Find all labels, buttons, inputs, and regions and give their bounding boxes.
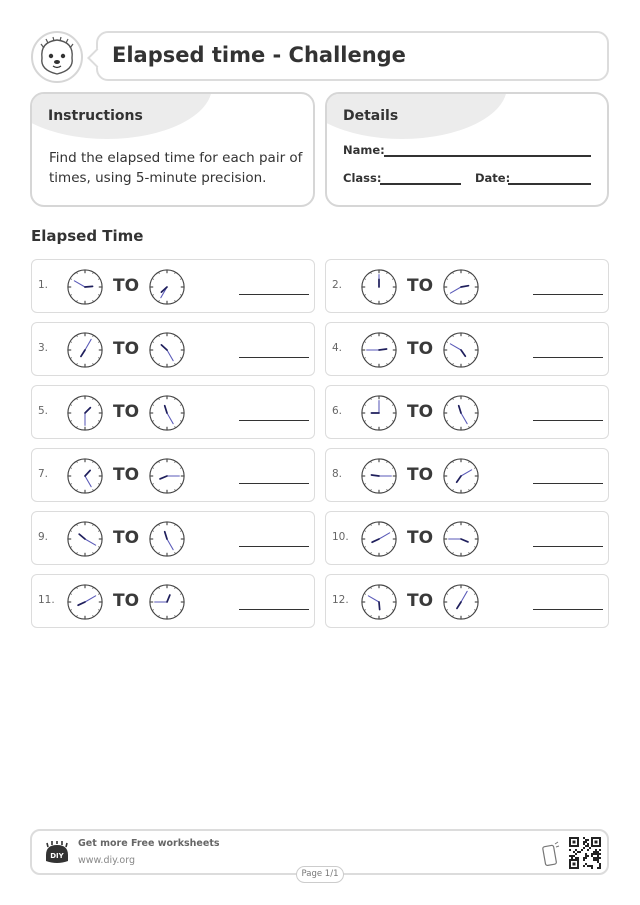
problem-card bbox=[31, 385, 315, 439]
qr-module bbox=[585, 845, 587, 847]
name-field[interactable] bbox=[384, 155, 591, 157]
clock-face-icon bbox=[360, 268, 398, 306]
answer-field[interactable] bbox=[239, 420, 309, 421]
qr-module bbox=[577, 857, 579, 859]
qr-module bbox=[595, 853, 597, 855]
qr-module bbox=[571, 855, 573, 857]
qr-module bbox=[587, 845, 589, 847]
to-label: TO bbox=[407, 591, 434, 611]
problem-number: 6. bbox=[332, 405, 343, 417]
qr-module bbox=[583, 843, 585, 845]
clock-face-icon bbox=[148, 268, 186, 306]
qr-module bbox=[583, 857, 585, 859]
qr-module bbox=[585, 841, 587, 843]
problem-number: 12. bbox=[332, 594, 349, 606]
clock-face-icon bbox=[442, 394, 480, 432]
clock-face-icon bbox=[66, 331, 104, 369]
qr-module bbox=[591, 867, 593, 869]
qr-module bbox=[583, 847, 585, 849]
qr-module bbox=[587, 865, 589, 867]
answer-field[interactable] bbox=[533, 546, 603, 547]
problem-card bbox=[31, 574, 315, 628]
problem-card bbox=[31, 322, 315, 376]
clock-face-icon bbox=[66, 394, 104, 432]
instructions-panel bbox=[30, 92, 315, 207]
to-label: TO bbox=[113, 276, 140, 296]
qr-module bbox=[599, 865, 601, 867]
qr-module bbox=[593, 857, 595, 859]
clock-face-icon bbox=[66, 583, 104, 621]
problem-number: 8. bbox=[332, 468, 343, 480]
qr-module bbox=[587, 855, 589, 857]
qr-module bbox=[569, 855, 571, 857]
qr-module bbox=[597, 851, 599, 853]
clock-face-icon bbox=[66, 268, 104, 306]
clock-face-icon bbox=[442, 331, 480, 369]
answer-field[interactable] bbox=[533, 357, 603, 358]
qr-module bbox=[573, 851, 575, 853]
qr-module bbox=[575, 849, 577, 851]
to-label: TO bbox=[407, 528, 434, 548]
diy-logo-icon bbox=[44, 841, 70, 865]
clock-face-icon bbox=[66, 457, 104, 495]
qr-module bbox=[599, 863, 601, 865]
clock-face-icon bbox=[442, 520, 480, 558]
details-panel bbox=[325, 92, 609, 207]
answer-field[interactable] bbox=[239, 546, 309, 547]
section-title: Elapsed Time bbox=[31, 227, 144, 245]
clock-face-icon bbox=[360, 331, 398, 369]
hour-hand bbox=[85, 286, 93, 287]
problem-number: 2. bbox=[332, 279, 343, 291]
date-field[interactable] bbox=[508, 183, 591, 185]
qr-module bbox=[575, 853, 577, 855]
qr-module bbox=[585, 857, 587, 859]
to-label: TO bbox=[407, 465, 434, 485]
qr-module bbox=[593, 859, 595, 861]
qr-module bbox=[595, 859, 597, 861]
to-label: TO bbox=[407, 276, 434, 296]
name-label: Name: bbox=[343, 143, 385, 157]
phone-icon bbox=[542, 841, 560, 867]
problem-card bbox=[31, 511, 315, 565]
to-label: TO bbox=[113, 528, 140, 548]
problem-number: 11. bbox=[38, 594, 55, 606]
qr-module bbox=[589, 865, 591, 867]
problem-card bbox=[325, 574, 609, 628]
problem-number: 3. bbox=[38, 342, 49, 354]
clock-face-icon bbox=[442, 583, 480, 621]
clock-face-icon bbox=[442, 268, 480, 306]
qr-module bbox=[599, 857, 601, 859]
footer-url-link[interactable]: www.diy.org bbox=[78, 855, 135, 866]
qr-module bbox=[587, 849, 589, 851]
to-label: TO bbox=[113, 465, 140, 485]
qr-module bbox=[597, 867, 599, 869]
qr-module bbox=[587, 839, 589, 841]
qr-module bbox=[583, 841, 585, 843]
date-label: Date: bbox=[475, 171, 511, 185]
qr-module bbox=[583, 865, 585, 867]
clock-face-icon bbox=[148, 394, 186, 432]
clock-face-icon bbox=[148, 457, 186, 495]
qr-module bbox=[575, 857, 577, 859]
qr-module bbox=[589, 847, 591, 849]
qr-module bbox=[597, 861, 599, 863]
clock-face-icon bbox=[360, 520, 398, 558]
answer-field[interactable] bbox=[533, 420, 603, 421]
qr-module bbox=[585, 863, 587, 865]
qr-module bbox=[581, 849, 583, 851]
to-label: TO bbox=[113, 402, 140, 422]
qr-module bbox=[591, 855, 593, 857]
qr-module bbox=[597, 855, 599, 857]
answer-field[interactable] bbox=[239, 294, 309, 295]
qr-module bbox=[599, 867, 601, 869]
qr-code-icon[interactable] bbox=[569, 837, 601, 869]
problem-card bbox=[31, 259, 315, 313]
problem-number: 5. bbox=[38, 405, 49, 417]
problem-card bbox=[31, 448, 315, 502]
hour-hand bbox=[379, 602, 380, 610]
to-label: TO bbox=[407, 339, 434, 359]
logo-text: DIY bbox=[50, 852, 64, 860]
problem-number: 10. bbox=[332, 531, 349, 543]
to-label: TO bbox=[407, 402, 434, 422]
qr-module bbox=[579, 851, 581, 853]
clock-face-icon bbox=[442, 457, 480, 495]
qr-module bbox=[583, 859, 585, 861]
problem-number: 7. bbox=[38, 468, 49, 480]
problem-card bbox=[325, 259, 609, 313]
answer-field[interactable] bbox=[533, 294, 603, 295]
qr-module bbox=[595, 849, 597, 851]
problem-card bbox=[325, 511, 609, 565]
to-label: TO bbox=[113, 339, 140, 359]
instructions-heading: Instructions bbox=[48, 108, 143, 124]
qr-module bbox=[593, 853, 595, 855]
hour-hand bbox=[371, 475, 379, 476]
qr-module bbox=[577, 851, 579, 853]
clock-face-icon bbox=[66, 520, 104, 558]
answer-field[interactable] bbox=[239, 609, 309, 610]
qr-module bbox=[587, 843, 589, 845]
qr-module bbox=[597, 853, 599, 855]
answer-field[interactable] bbox=[533, 483, 603, 484]
qr-module bbox=[597, 857, 599, 859]
class-label: Class: bbox=[343, 171, 382, 185]
class-field[interactable] bbox=[380, 183, 461, 185]
title-banner bbox=[96, 31, 609, 81]
problem-card bbox=[325, 448, 609, 502]
qr-module bbox=[583, 837, 585, 839]
qr-module bbox=[593, 851, 595, 853]
answer-field[interactable] bbox=[239, 357, 309, 358]
qr-module bbox=[599, 849, 601, 851]
problem-number: 9. bbox=[38, 531, 49, 543]
qr-module bbox=[595, 851, 597, 853]
to-label: TO bbox=[113, 591, 140, 611]
problem-card bbox=[325, 385, 609, 439]
qr-module bbox=[595, 857, 597, 859]
clock-face-icon bbox=[360, 457, 398, 495]
clock-face-icon bbox=[360, 394, 398, 432]
hour-hand bbox=[379, 349, 387, 350]
page-title: Elapsed time - Challenge bbox=[112, 43, 406, 67]
clock-face-icon bbox=[148, 331, 186, 369]
qr-module bbox=[573, 855, 575, 857]
qr-module bbox=[585, 839, 587, 841]
page-indicator: Page 1/1 bbox=[296, 866, 344, 883]
footer-promo-text: Get more Free worksheets bbox=[78, 838, 220, 849]
answer-field[interactable] bbox=[533, 609, 603, 610]
problem-number: 1. bbox=[38, 279, 49, 291]
qr-module bbox=[591, 853, 593, 855]
clock-face-icon bbox=[148, 583, 186, 621]
clock-face-icon bbox=[148, 520, 186, 558]
clock-face-icon bbox=[360, 583, 398, 621]
problem-card bbox=[325, 322, 609, 376]
qr-module bbox=[573, 841, 576, 844]
mascot-avatar bbox=[30, 30, 84, 84]
qr-module bbox=[599, 853, 601, 855]
qr-module bbox=[571, 857, 573, 859]
qr-module bbox=[569, 849, 571, 851]
details-heading: Details bbox=[343, 108, 399, 124]
qr-module bbox=[597, 859, 599, 861]
qr-module bbox=[573, 863, 576, 866]
answer-field[interactable] bbox=[239, 483, 309, 484]
problem-number: 4. bbox=[332, 342, 343, 354]
qr-module bbox=[585, 855, 587, 857]
instructions-text: Find the elapsed time for each pair of times, using 5-minute precision. bbox=[49, 150, 303, 186]
qr-module bbox=[595, 841, 598, 844]
qr-module bbox=[591, 865, 593, 867]
qr-module bbox=[585, 853, 587, 855]
